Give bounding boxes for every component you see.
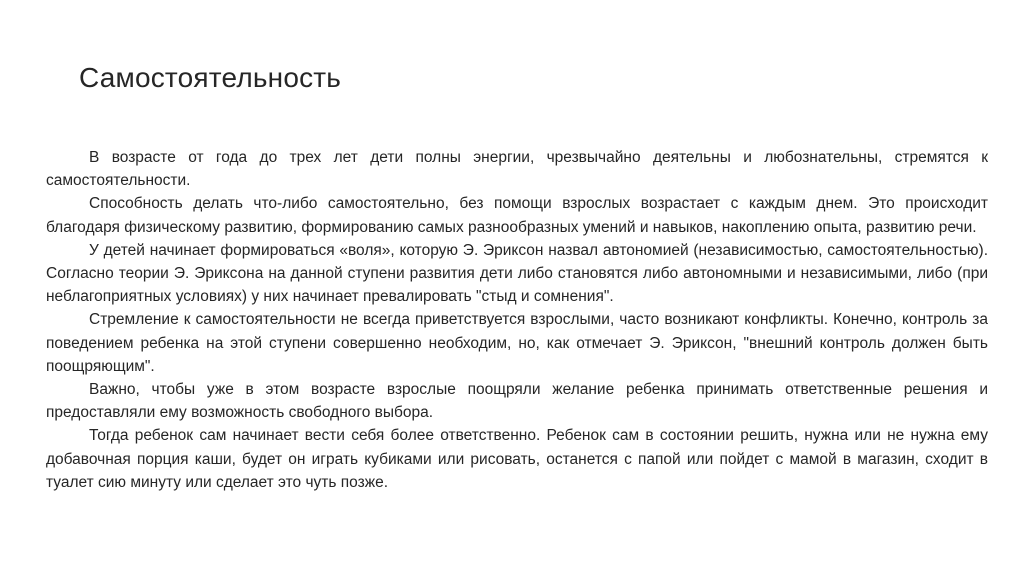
body-paragraph-4: Стремление к самостоятельности не всегда приветствуется взрослыми, часто возникают конфликты. Конечно, контроль за поведением ребенка на этой ступени совершенно необходим, но, как отмечает Э. Эриксон, "внешний контроль должен быть поощряющим".: [46, 311, 988, 375]
slide-title: Самостоятельность: [79, 62, 342, 93]
body-paragraph-5: Важно, чтобы уже в этом возрасте взрослые поощряли желание ребенка принимать ответственные решения и предоставляли ему возможность свободного выбора.: [46, 381, 988, 422]
body-paragraph-6: Тогда ребенок сам начинает вести себя более ответственно. Ребенок сам в состоянии решить, нужна или не нужна ему добавочная порция каши, будет он играть кубиками или рисовать, останется с папой или пойдет с мамой в магазин, сходит в туалет сию минуту или сделает это чуть позже.: [46, 427, 988, 491]
body-paragraph-3: У детей начинает формироваться «воля», которую Э. Эриксон назвал автономией (независимостью, самостоятельностью). Согласно теории Э. Эриксона на данной ступени развития дети либо становятся либо автономными и независимыми, либо (при неблагоприятных условиях) у них начинает превалировать "стыд и сомнения".: [46, 241, 988, 306]
body-paragraph-1: В возрасте от года до трех лет дети полны энергии, чрезвычайно деятельны и любознательны, стремятся к самостоятельности.: [46, 149, 988, 190]
body-paragraph-2: Способность делать что-либо самостоятельно, без помощи взрослых возрастает с каждым днем. Это происходит благодаря физическому развитию, формированию самых разнообразных умений и навыков, накоплению опыта, развитию речи.: [46, 195, 988, 236]
slide-body: [46, 146, 988, 494]
